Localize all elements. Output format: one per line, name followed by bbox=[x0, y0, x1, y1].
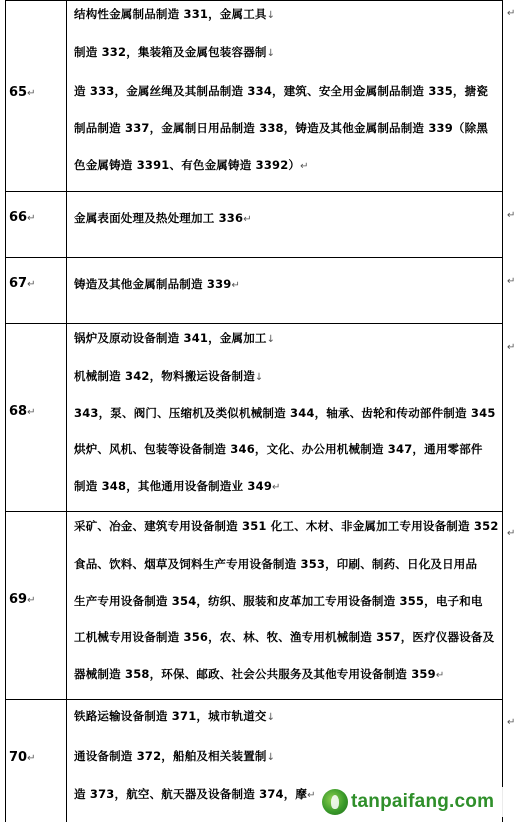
line-break-mark: ↓ bbox=[266, 712, 276, 723]
cell-line bbox=[74, 593, 483, 609]
paragraph-mark: ↵ bbox=[300, 161, 309, 172]
cell-line bbox=[74, 666, 444, 682]
watermark-text: tanpaifang.com bbox=[351, 791, 495, 812]
cell-line-text: 制造 348，其他通用设备制造业 349 bbox=[74, 479, 273, 493]
table-row bbox=[5, 324, 503, 512]
row-number: 68↵ bbox=[9, 404, 36, 419]
cell-line-text: 造 373，航空、航天器及设备制造 374，摩 bbox=[74, 787, 308, 801]
column-divider bbox=[66, 192, 67, 257]
cell-line-text: 烘炉、风机、包装等设备制造 346，文化、办公用机械制造 347，通用零部件 bbox=[74, 442, 483, 456]
row-number: 66↵ bbox=[9, 210, 36, 225]
table-row bbox=[5, 512, 503, 700]
table-row bbox=[5, 258, 503, 324]
row-number: 70↵ bbox=[9, 750, 36, 765]
paragraph-mark: ↵ bbox=[27, 213, 36, 224]
row-number: 65↵ bbox=[9, 85, 36, 100]
cell-line bbox=[74, 368, 264, 384]
cell-line-text: 机械制造 342，物料搬运设备制造 bbox=[74, 369, 255, 383]
industry-cell bbox=[74, 324, 498, 511]
cell-line-text: 343，泵、阀门、压缩机及类似机械制造 344，轴承、齿轮和传动部件制造 345 bbox=[74, 406, 496, 420]
row-end-mark: ↵ bbox=[507, 528, 516, 539]
cell-line bbox=[74, 441, 483, 457]
paragraph-mark: ↵ bbox=[272, 482, 281, 493]
cell-line bbox=[74, 120, 488, 136]
paragraph-mark: ↵ bbox=[27, 595, 36, 606]
cell-line-text: 金属表面处理及热处理加工 336 bbox=[74, 211, 244, 225]
cell-line-text: 色金属铸造 3391、有色金属铸造 3392） bbox=[74, 158, 301, 172]
cell-line bbox=[74, 518, 499, 534]
cell-line bbox=[74, 786, 316, 802]
table-row bbox=[5, 0, 503, 192]
cell-line bbox=[74, 330, 275, 346]
paragraph-mark: ↵ bbox=[27, 88, 36, 99]
cell-line bbox=[74, 276, 240, 292]
cell-line-text: 生产专用设备制造 354，纺织、服装和皮革加工专用设备制造 355，电子和电 bbox=[74, 594, 483, 608]
cell-line bbox=[74, 629, 494, 645]
paragraph-mark: ↵ bbox=[435, 670, 445, 681]
line-break-mark: ↓ bbox=[266, 752, 276, 763]
table-row bbox=[5, 192, 503, 258]
cell-line-text: 结构性金属制品制造 331，金属工具 bbox=[74, 7, 267, 21]
cell-line bbox=[74, 157, 309, 173]
cell-line bbox=[74, 708, 275, 724]
cell-line-text: 通设备制造 372，船舶及相关装置制 bbox=[74, 749, 267, 763]
cell-line-text: 采矿、冶金、建筑专用设备制造 351 化工、木材、非金属加工专用设备制造 352 bbox=[74, 519, 499, 533]
column-divider bbox=[66, 324, 67, 511]
cell-line bbox=[74, 478, 281, 494]
line-break-mark: ↓ bbox=[266, 334, 276, 345]
industry-cell bbox=[74, 192, 498, 257]
watermark bbox=[320, 787, 512, 817]
cell-line bbox=[74, 748, 275, 764]
cell-line-text: 铸造及其他金属制品制造 339 bbox=[74, 277, 232, 291]
column-divider bbox=[66, 512, 67, 699]
cell-line bbox=[74, 6, 275, 22]
watermark-logo-icon bbox=[322, 789, 348, 815]
line-break-mark: ↓ bbox=[254, 372, 264, 383]
cell-line-text: 造 333，金属丝绳及其制品制造 334，建筑、安全用金属制品制造 335，搪瓷 bbox=[74, 84, 489, 98]
paragraph-mark: ↵ bbox=[243, 214, 252, 225]
column-divider bbox=[66, 700, 67, 822]
cell-line-text: 制造 332，集装箱及金属包装容器制 bbox=[74, 45, 267, 59]
industry-cell bbox=[74, 258, 498, 323]
paragraph-mark: ↵ bbox=[27, 279, 36, 290]
cell-line bbox=[74, 44, 275, 60]
paragraph-mark: ↵ bbox=[27, 407, 36, 418]
paragraph-mark: ↵ bbox=[27, 753, 36, 764]
paragraph-mark: ↵ bbox=[231, 280, 241, 291]
cell-line bbox=[74, 83, 488, 99]
cell-line-text: 工机械专用设备制造 356，农、林、牧、渔专用机械制造 357，医疗仪器设备及 bbox=[74, 630, 495, 644]
row-end-mark: ↵ bbox=[507, 276, 516, 287]
row-end-mark: ↵ bbox=[507, 717, 516, 728]
line-break-mark: ↓ bbox=[266, 10, 276, 21]
cell-line-text: 食品、饮料、烟草及饲料生产专用设备制造 353，印刷、制药、日化及日用品 bbox=[74, 557, 478, 571]
row-number: 69↵ bbox=[9, 592, 36, 607]
column-divider bbox=[66, 0, 67, 191]
cell-line-text: 锅炉及原动设备制造 341，金属加工 bbox=[74, 331, 267, 345]
cell-line-text: 制品制造 337，金属制日用品制造 338，铸造及其他金属制品制造 339（除黑 bbox=[74, 121, 489, 135]
cell-line bbox=[74, 405, 496, 421]
industry-cell bbox=[74, 512, 498, 699]
row-end-mark: ↵ bbox=[507, 8, 516, 19]
row-end-mark: ↵ bbox=[507, 342, 516, 353]
column-divider bbox=[66, 258, 67, 323]
cell-line-text: 器械制造 358，环保、邮政、社会公共服务及其他专用设备制造 359 bbox=[74, 667, 436, 681]
cell-line-text: 铁路运输设备制造 371，城市轨道交 bbox=[74, 709, 267, 723]
paragraph-mark: ↵ bbox=[307, 790, 316, 801]
industry-cell bbox=[74, 0, 498, 191]
row-number: 67↵ bbox=[9, 276, 36, 291]
cell-line bbox=[74, 556, 477, 572]
row-end-mark: ↵ bbox=[507, 210, 516, 221]
cell-line bbox=[74, 210, 252, 226]
line-break-mark: ↓ bbox=[266, 48, 276, 59]
